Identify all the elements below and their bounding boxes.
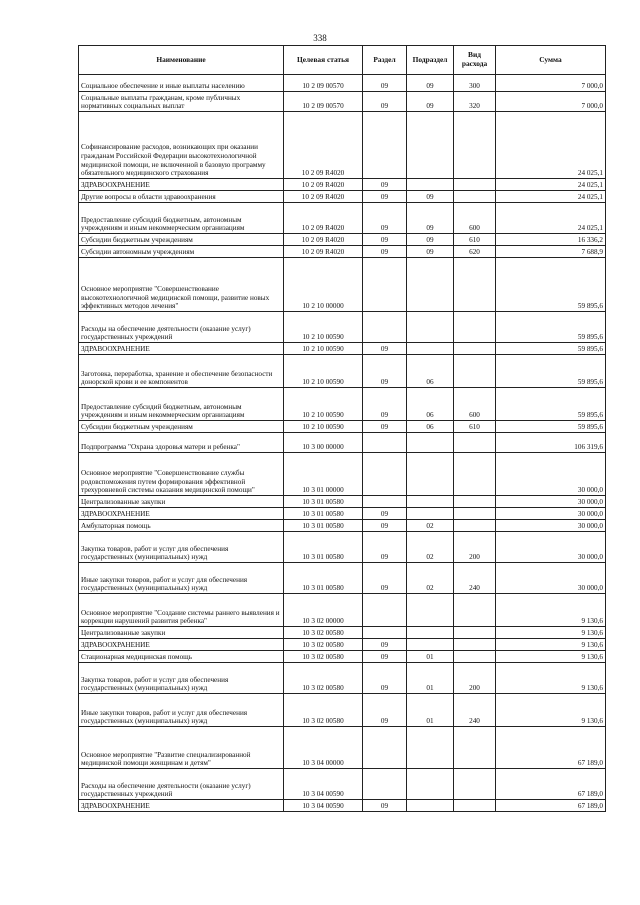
row-subsection: 02 bbox=[407, 563, 454, 594]
table-row bbox=[79, 769, 606, 800]
row-amount: 24 025,1 bbox=[496, 191, 606, 203]
row-target: 10 3 00 00000 bbox=[284, 433, 363, 453]
row-target: 10 3 01 00580 bbox=[284, 508, 363, 520]
row-section: 09 bbox=[363, 191, 407, 203]
row-name: Субсидии бюджетным учреждениям bbox=[79, 421, 284, 433]
row-subsection: 09 bbox=[407, 246, 454, 258]
table-row bbox=[79, 651, 606, 663]
row-target: 10 3 02 00580 bbox=[284, 651, 363, 663]
row-name: Основное мероприятие "Развитие специализированной медицинской помощи женщинам и детям" bbox=[79, 727, 284, 769]
table-row bbox=[79, 92, 606, 112]
row-expense-type: 610 bbox=[454, 421, 496, 433]
row-name: ЗДРАВООХРАНЕНИЕ bbox=[79, 508, 284, 520]
row-section bbox=[363, 594, 407, 627]
row-name: Заготовка, переработка, хранение и обеспечение безопасности донорской крови и ее компонентов bbox=[79, 355, 284, 388]
row-subsection: 01 bbox=[407, 663, 454, 694]
row-section: 09 bbox=[363, 203, 407, 234]
row-target: 10 2 09 R4020 bbox=[284, 179, 363, 191]
row-subsection bbox=[407, 179, 454, 191]
row-name: Основное мероприятие "Совершенствование службы родовспоможения путем формирования эффективной трехуровневой системы оказания медицинской помощи" bbox=[79, 453, 284, 496]
table-row bbox=[79, 388, 606, 421]
row-name: Централизованные закупки bbox=[79, 627, 284, 639]
row-section: 09 bbox=[363, 532, 407, 563]
row-name: Предоставление субсидий бюджетным, автономным учреждениям и иным некоммерческим организациям bbox=[79, 203, 284, 234]
row-target: 10 3 01 00580 bbox=[284, 520, 363, 532]
row-amount: 16 336,2 bbox=[496, 234, 606, 246]
row-target: 10 3 02 00580 bbox=[284, 663, 363, 694]
row-amount: 59 895,6 bbox=[496, 421, 606, 433]
row-amount: 30 000,0 bbox=[496, 532, 606, 563]
row-amount: 7 000,0 bbox=[496, 92, 606, 112]
table-row bbox=[79, 627, 606, 639]
row-expense-type: 240 bbox=[454, 694, 496, 727]
row-subsection bbox=[407, 508, 454, 520]
row-expense-type: 610 bbox=[454, 234, 496, 246]
table-row bbox=[79, 203, 606, 234]
row-amount: 9 130,6 bbox=[496, 651, 606, 663]
row-target: 10 3 01 00580 bbox=[284, 563, 363, 594]
table-row bbox=[79, 727, 606, 769]
row-amount: 9 130,6 bbox=[496, 663, 606, 694]
row-target: 10 2 09 00570 bbox=[284, 75, 363, 92]
row-amount: 7 688,9 bbox=[496, 246, 606, 258]
row-target: 10 3 02 00580 bbox=[284, 694, 363, 727]
row-amount: 30 000,0 bbox=[496, 563, 606, 594]
row-target: 10 2 10 00590 bbox=[284, 312, 363, 343]
row-name: ЗДРАВООХРАНЕНИЕ bbox=[79, 800, 284, 812]
row-section: 09 bbox=[363, 234, 407, 246]
row-amount: 67 189,0 bbox=[496, 769, 606, 800]
table-row bbox=[79, 496, 606, 508]
row-section: 09 bbox=[363, 388, 407, 421]
row-subsection bbox=[407, 639, 454, 651]
row-target: 10 3 02 00580 bbox=[284, 627, 363, 639]
table-row bbox=[79, 663, 606, 694]
row-target: 10 2 09 R4020 bbox=[284, 191, 363, 203]
row-subsection: 06 bbox=[407, 388, 454, 421]
row-expense-type: 200 bbox=[454, 663, 496, 694]
table-row bbox=[79, 246, 606, 258]
row-expense-type bbox=[454, 433, 496, 453]
row-amount: 24 025,1 bbox=[496, 179, 606, 191]
row-expense-type: 320 bbox=[454, 92, 496, 112]
row-name: Субсидии бюджетным учреждениям bbox=[79, 234, 284, 246]
row-section bbox=[363, 727, 407, 769]
row-target: 10 2 10 00590 bbox=[284, 421, 363, 433]
row-expense-type bbox=[454, 112, 496, 179]
row-name: Социальные выплаты гражданам, кроме публичных нормативных социальных выплат bbox=[79, 92, 284, 112]
row-section: 09 bbox=[363, 92, 407, 112]
row-target: 10 3 02 00580 bbox=[284, 639, 363, 651]
row-amount: 30 000,0 bbox=[496, 453, 606, 496]
header-amount: Сумма bbox=[496, 46, 606, 75]
row-subsection: 09 bbox=[407, 75, 454, 92]
row-section: 09 bbox=[363, 800, 407, 812]
header-section: Раздел bbox=[363, 46, 407, 75]
row-expense-type bbox=[454, 191, 496, 203]
table-row bbox=[79, 112, 606, 179]
row-section bbox=[363, 433, 407, 453]
table-row bbox=[79, 520, 606, 532]
row-section bbox=[363, 258, 407, 312]
row-subsection bbox=[407, 800, 454, 812]
row-name: Централизованные закупки bbox=[79, 496, 284, 508]
row-subsection bbox=[407, 453, 454, 496]
header-expense-type: Вид расхода bbox=[454, 46, 496, 75]
table-row bbox=[79, 75, 606, 92]
row-name: Софинансирование расходов, возникающих при оказании гражданам Российской Федерации высокотехнологичной медицинской помощи, не включенной в базовую программу обязательного медицинского страхования bbox=[79, 112, 284, 179]
row-amount: 7 000,0 bbox=[496, 75, 606, 92]
row-amount: 67 189,0 bbox=[496, 800, 606, 812]
row-name: Расходы на обеспечение деятельности (оказание услуг) государственных учреждений bbox=[79, 769, 284, 800]
row-target: 10 3 01 00580 bbox=[284, 532, 363, 563]
row-subsection bbox=[407, 433, 454, 453]
row-name: Предоставление субсидий бюджетным, автономным учреждениям и иным некоммерческим организациям bbox=[79, 388, 284, 421]
row-name: Закупка товаров, работ и услуг для обеспечения государственных (муниципальных) нужд bbox=[79, 532, 284, 563]
row-target: 10 3 01 00000 bbox=[284, 453, 363, 496]
row-name: Иные закупки товаров, работ и услуг для обеспечения государственных (муниципальных) нужд bbox=[79, 563, 284, 594]
row-amount: 30 000,0 bbox=[496, 496, 606, 508]
row-expense-type bbox=[454, 453, 496, 496]
row-subsection: 09 bbox=[407, 234, 454, 246]
table-row bbox=[79, 343, 606, 355]
row-name: Основное мероприятие "Создание системы раннего выявления и коррекции нарушений развития ребенка" bbox=[79, 594, 284, 627]
row-expense-type bbox=[454, 627, 496, 639]
row-section: 09 bbox=[363, 179, 407, 191]
row-target: 10 2 09 R4020 bbox=[284, 234, 363, 246]
row-amount: 59 895,6 bbox=[496, 258, 606, 312]
row-amount: 9 130,6 bbox=[496, 594, 606, 627]
row-subsection bbox=[407, 112, 454, 179]
row-target: 10 2 09 R4020 bbox=[284, 203, 363, 234]
row-section: 09 bbox=[363, 663, 407, 694]
row-target: 10 2 10 00590 bbox=[284, 355, 363, 388]
row-subsection bbox=[407, 496, 454, 508]
row-amount: 59 895,6 bbox=[496, 388, 606, 421]
row-amount: 30 000,0 bbox=[496, 520, 606, 532]
row-amount: 59 895,6 bbox=[496, 343, 606, 355]
table-row bbox=[79, 594, 606, 627]
row-target: 10 2 09 00570 bbox=[284, 92, 363, 112]
row-expense-type bbox=[454, 727, 496, 769]
row-section bbox=[363, 769, 407, 800]
row-amount: 30 000,0 bbox=[496, 508, 606, 520]
row-subsection bbox=[407, 343, 454, 355]
row-target: 10 2 10 00590 bbox=[284, 388, 363, 421]
table-row bbox=[79, 694, 606, 727]
row-expense-type bbox=[454, 343, 496, 355]
row-subsection: 02 bbox=[407, 532, 454, 563]
row-target: 10 3 04 00590 bbox=[284, 800, 363, 812]
row-name: ЗДРАВООХРАНЕНИЕ bbox=[79, 343, 284, 355]
row-subsection bbox=[407, 258, 454, 312]
row-expense-type: 240 bbox=[454, 563, 496, 594]
row-name: ЗДРАВООХРАНЕНИЕ bbox=[79, 179, 284, 191]
row-expense-type bbox=[454, 179, 496, 191]
row-target: 10 3 04 00590 bbox=[284, 769, 363, 800]
header-name: Наименование bbox=[79, 46, 284, 75]
row-name: Субсидии автономным учреждениям bbox=[79, 246, 284, 258]
row-expense-type: 300 bbox=[454, 75, 496, 92]
row-amount: 9 130,6 bbox=[496, 639, 606, 651]
table-row bbox=[79, 421, 606, 433]
budget-table bbox=[78, 45, 606, 812]
row-target: 10 2 10 00590 bbox=[284, 343, 363, 355]
table-row bbox=[79, 453, 606, 496]
row-expense-type bbox=[454, 800, 496, 812]
row-subsection: 09 bbox=[407, 203, 454, 234]
row-target: 10 3 01 00580 bbox=[284, 496, 363, 508]
row-subsection bbox=[407, 312, 454, 343]
header-subsection: Подраздел bbox=[407, 46, 454, 75]
row-expense-type bbox=[454, 496, 496, 508]
row-name: Другие вопросы в области здравоохранения bbox=[79, 191, 284, 203]
row-subsection: 09 bbox=[407, 92, 454, 112]
row-subsection: 02 bbox=[407, 520, 454, 532]
row-expense-type bbox=[454, 651, 496, 663]
page-number: 338 bbox=[313, 33, 327, 43]
row-section: 09 bbox=[363, 246, 407, 258]
table-row bbox=[79, 800, 606, 812]
table-row bbox=[79, 234, 606, 246]
table-row bbox=[79, 179, 606, 191]
table-row bbox=[79, 258, 606, 312]
row-target: 10 3 02 00000 bbox=[284, 594, 363, 627]
row-amount: 9 130,6 bbox=[496, 627, 606, 639]
row-subsection: 01 bbox=[407, 694, 454, 727]
row-subsection bbox=[407, 727, 454, 769]
row-name: ЗДРАВООХРАНЕНИЕ bbox=[79, 639, 284, 651]
row-subsection bbox=[407, 627, 454, 639]
row-amount: 9 130,6 bbox=[496, 694, 606, 727]
row-name: Иные закупки товаров, работ и услуг для обеспечения государственных (муниципальных) нужд bbox=[79, 694, 284, 727]
row-name: Основное мероприятие "Совершенствование высокотехнологичной медицинской помощи, развитие новых эффективных методов лечения" bbox=[79, 258, 284, 312]
table-row bbox=[79, 433, 606, 453]
row-section: 09 bbox=[363, 639, 407, 651]
table-row bbox=[79, 508, 606, 520]
row-name: Амбулаторная помощь bbox=[79, 520, 284, 532]
row-section: 09 bbox=[363, 694, 407, 727]
row-section: 09 bbox=[363, 651, 407, 663]
table-row bbox=[79, 312, 606, 343]
row-section bbox=[363, 453, 407, 496]
row-subsection: 01 bbox=[407, 651, 454, 663]
row-name: Подпрограмма "Охрана здоровья матери и ребенка" bbox=[79, 433, 284, 453]
row-section: 09 bbox=[363, 75, 407, 92]
row-section bbox=[363, 627, 407, 639]
row-target: 10 2 09 R4020 bbox=[284, 112, 363, 179]
row-expense-type bbox=[454, 769, 496, 800]
row-target: 10 2 09 R4020 bbox=[284, 246, 363, 258]
row-subsection bbox=[407, 594, 454, 627]
row-section: 09 bbox=[363, 343, 407, 355]
row-expense-type bbox=[454, 508, 496, 520]
row-expense-type bbox=[454, 520, 496, 532]
row-amount: 67 189,0 bbox=[496, 727, 606, 769]
row-amount: 106 319,6 bbox=[496, 433, 606, 453]
row-subsection: 06 bbox=[407, 421, 454, 433]
row-name: Закупка товаров, работ и услуг для обеспечения государственных (муниципальных) нужд bbox=[79, 663, 284, 694]
table-row bbox=[79, 639, 606, 651]
row-expense-type: 600 bbox=[454, 388, 496, 421]
row-amount: 24 025,1 bbox=[496, 203, 606, 234]
row-section bbox=[363, 112, 407, 179]
row-target: 10 2 10 00000 bbox=[284, 258, 363, 312]
row-section: 09 bbox=[363, 421, 407, 433]
row-amount: 59 895,6 bbox=[496, 355, 606, 388]
table-row bbox=[79, 355, 606, 388]
row-section bbox=[363, 312, 407, 343]
row-section: 09 bbox=[363, 508, 407, 520]
row-name: Расходы на обеспечение деятельности (оказание услуг) государственных учреждений bbox=[79, 312, 284, 343]
row-section bbox=[363, 496, 407, 508]
row-expense-type: 600 bbox=[454, 203, 496, 234]
row-subsection: 09 bbox=[407, 191, 454, 203]
row-name: Социальное обеспечение и иные выплаты населению bbox=[79, 75, 284, 92]
row-expense-type bbox=[454, 312, 496, 343]
row-section: 09 bbox=[363, 520, 407, 532]
row-subsection: 06 bbox=[407, 355, 454, 388]
row-expense-type: 200 bbox=[454, 532, 496, 563]
table-row bbox=[79, 532, 606, 563]
row-section: 09 bbox=[363, 563, 407, 594]
row-expense-type bbox=[454, 258, 496, 312]
row-expense-type bbox=[454, 594, 496, 627]
row-expense-type bbox=[454, 639, 496, 651]
row-expense-type: 620 bbox=[454, 246, 496, 258]
table-header-row bbox=[79, 46, 606, 75]
row-expense-type bbox=[454, 355, 496, 388]
row-amount: 59 895,6 bbox=[496, 312, 606, 343]
table-row bbox=[79, 191, 606, 203]
row-target: 10 3 04 00000 bbox=[284, 727, 363, 769]
row-subsection bbox=[407, 769, 454, 800]
row-section: 09 bbox=[363, 355, 407, 388]
row-name: Стационарная медицинская помощь bbox=[79, 651, 284, 663]
row-amount: 24 025,1 bbox=[496, 112, 606, 179]
header-target: Целевая статья bbox=[284, 46, 363, 75]
table-row bbox=[79, 563, 606, 594]
